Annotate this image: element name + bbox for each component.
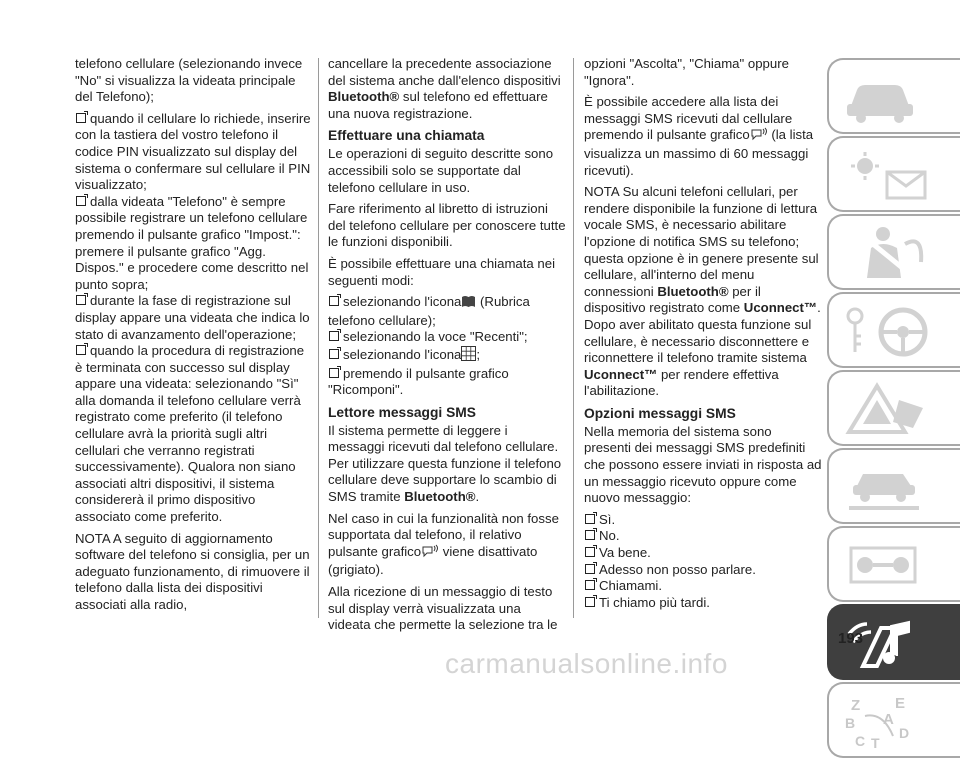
car-lift-icon	[843, 458, 943, 516]
bullet-icon	[329, 349, 339, 359]
note-paragraph: NOTA Su alcuni telefoni cellulari, per rendere disponibile la funzione di lettura vocale SMS, è necessario abilitare l'opzione di notifica SMS su telefono; questa opzione è in genere presente sul cellulare, all'interno del menu connessioni Bluetooth® per il dispositivo registrato come Uconnect™. Dopo aver abilitato questa funzione sul cellulare, è necessario disconnettere e riconnettere il telefono tramite sistema Uconnect™ per rendere effettiva l'abilitazione.	[584, 184, 821, 399]
chapter-tabs	[827, 58, 960, 760]
column-divider	[573, 58, 574, 618]
car-icon	[843, 68, 943, 126]
bullet-icon	[585, 597, 595, 607]
column-3	[584, 56, 822, 611]
bullet-item: premendo il pulsante grafico "Ricomponi".	[328, 365, 509, 398]
bullet-icon	[329, 331, 339, 341]
bullet-icon	[585, 514, 595, 524]
column-divider	[318, 58, 319, 618]
bullet-icon	[329, 368, 339, 378]
index-letter: T	[871, 735, 880, 750]
paragraph: Nel caso in cui la funzionalità non fosse supportata dal telefono, il relativo pulsante grafico viene disattivato (grigiato).	[328, 510, 559, 578]
bullet-item: No.	[584, 528, 822, 545]
tab-vehicle[interactable]	[827, 58, 960, 134]
bullet-icon	[585, 547, 595, 557]
tab-dashboard[interactable]	[827, 136, 960, 212]
column-2	[328, 56, 566, 639]
warning-triangle-icon	[843, 380, 943, 438]
index-letter: B	[845, 715, 856, 731]
section-heading-sms-options: Opzioni messaggi SMS	[584, 405, 736, 421]
tab-safety[interactable]	[827, 214, 960, 290]
key-steering-icon	[843, 302, 943, 360]
paragraph: cancellare la precedente associazione del sistema anche dall'elenco dispositivi Bluetooth® sul telefono ed effettuare una nuova registrazione.	[328, 56, 561, 121]
wrench-chassis-icon	[843, 536, 943, 594]
bullet-item: selezionando l'icona ;	[328, 346, 566, 366]
index-letter: Z	[851, 697, 861, 714]
bullet-item: selezionando l'icona (Rubrica telefono cellulare);	[328, 294, 530, 328]
bullet-icon	[76, 295, 86, 305]
bullet-item: Ti chiamo più tardi.	[584, 595, 822, 612]
tab-maintenance[interactable]	[827, 448, 960, 524]
bullet-item: Sì.	[584, 512, 822, 529]
alphabet-index-icon	[843, 692, 943, 750]
bullet-icon	[76, 196, 86, 206]
index-letter: A	[883, 711, 894, 728]
index-letter: C	[855, 733, 866, 749]
column-1	[75, 56, 313, 619]
bullet-icon	[585, 580, 595, 590]
bullet-text: quando il cellulare lo richiede, inserire con la tastiera del vostro telefono il codice PIN visualizzato sul display del sistema o confermare sul cellulare il PIN visualizzato;	[75, 110, 311, 193]
paragraph: È possibile accedere alla lista dei messaggi SMS ricevuti dal cellulare premendo il pulsante grafico (la lista visualizza un massimo di 60 messaggi ricevuti).	[584, 94, 814, 178]
paragraph: Nella memoria del sistema sono presenti dei messaggi SMS predefiniti che possono essere inviati in risposta ad un messaggio ricevuto oppure come nuovo messaggio:	[584, 423, 822, 506]
sms-voice-icon	[421, 544, 439, 563]
bullet-icon	[76, 345, 86, 355]
note-paragraph: NOTA A seguito di aggiornamento software del telefono si consiglia, per un adeguato funzionamento, di rimuovere il telefono dalla lista dei dispositivi associati alla radio,	[75, 530, 310, 612]
index-letter: D	[899, 725, 910, 741]
section-heading-call: Effettuare una chiamata	[328, 128, 485, 144]
paragraph: Alla ricezione di un messaggio di testo sul display verrà visualizzata una videata che permette la selezione tra le	[328, 584, 558, 633]
bullet-item	[75, 111, 313, 194]
keypad-icon	[461, 346, 476, 366]
bullet-item: selezionando la voce "Recenti";	[328, 329, 566, 346]
bullet-icon	[585, 564, 595, 574]
bullet-item	[75, 343, 313, 526]
paragraph: Il sistema permette di leggere i messaggi ricevuti dal telefono cellulare. Per utilizzare questa funzione il telefono cellulare deve supportare lo scambio di SMS tramite Bluetooth®.	[328, 422, 562, 505]
bullet-item: Va bene.	[584, 545, 822, 562]
bullet-item	[75, 293, 313, 343]
sms-voice-icon	[750, 127, 768, 146]
bullet-text: durante la fase di registrazione sul display appare una videata che indica lo stato di avanzamento dell'operazione;	[75, 293, 310, 342]
dashboard-envelope-icon	[843, 146, 943, 204]
bullet-icon	[329, 296, 339, 306]
index-letter: E	[895, 695, 906, 712]
bullet-icon	[585, 530, 595, 540]
phonebook-icon	[461, 295, 476, 313]
tab-technical-specs[interactable]	[827, 526, 960, 602]
tab-index[interactable]	[827, 682, 960, 758]
bullet-item: Chiamami.	[584, 578, 822, 595]
paragraph: opzioni "Ascolta", "Chiama" oppure "Ignora".	[584, 56, 789, 88]
bullet-icon	[76, 113, 86, 123]
paragraph: Le operazioni di seguito descritte sono accessibili solo se supportate dal telefono cellulare in uso.	[328, 146, 554, 195]
tab-starting[interactable]	[827, 292, 960, 368]
bullet-item: Adesso non posso parlare.	[584, 562, 822, 579]
paragraph: È possibile effettuare una chiamata nei seguenti modi:	[328, 255, 556, 288]
tab-emergency[interactable]	[827, 370, 960, 446]
watermark: carmanualsonline.info	[445, 648, 728, 679]
section-heading-sms-reader: Lettore messaggi SMS	[328, 404, 476, 420]
bullet-text: dalla videata "Telefono" è sempre possibile registrare un telefono cellulare premendo il pulsante grafico "Impost.": premere il pulsante grafico "Agg. Dispos." e procedere come descritto nel punto sopra;	[75, 193, 309, 292]
paragraph: Fare riferimento al libretto di istruzioni del telefono cellulare per conoscere tutte le funzioni disponibili.	[328, 201, 566, 250]
paragraph: telefono cellulare (selezionando invece "No" si visualizza la videata principale del Telefono);	[75, 56, 303, 105]
bullet-text: quando la procedura di registrazione è terminata con successo sul display appare una videata: selezionando "Sì" alla domanda il telefono cellulare verrà registrato come preferito (il telefono cellulare avrà la priorità sugli altri cellulari che verranno registrati successivamente). Qualora non siano associati altri dispositivi, il sistema considererà il primo dispositivo associato come preferito.	[75, 343, 305, 525]
page-number: 193	[838, 630, 864, 647]
bullet-item	[75, 194, 313, 294]
seatbelt-icon	[843, 224, 943, 282]
